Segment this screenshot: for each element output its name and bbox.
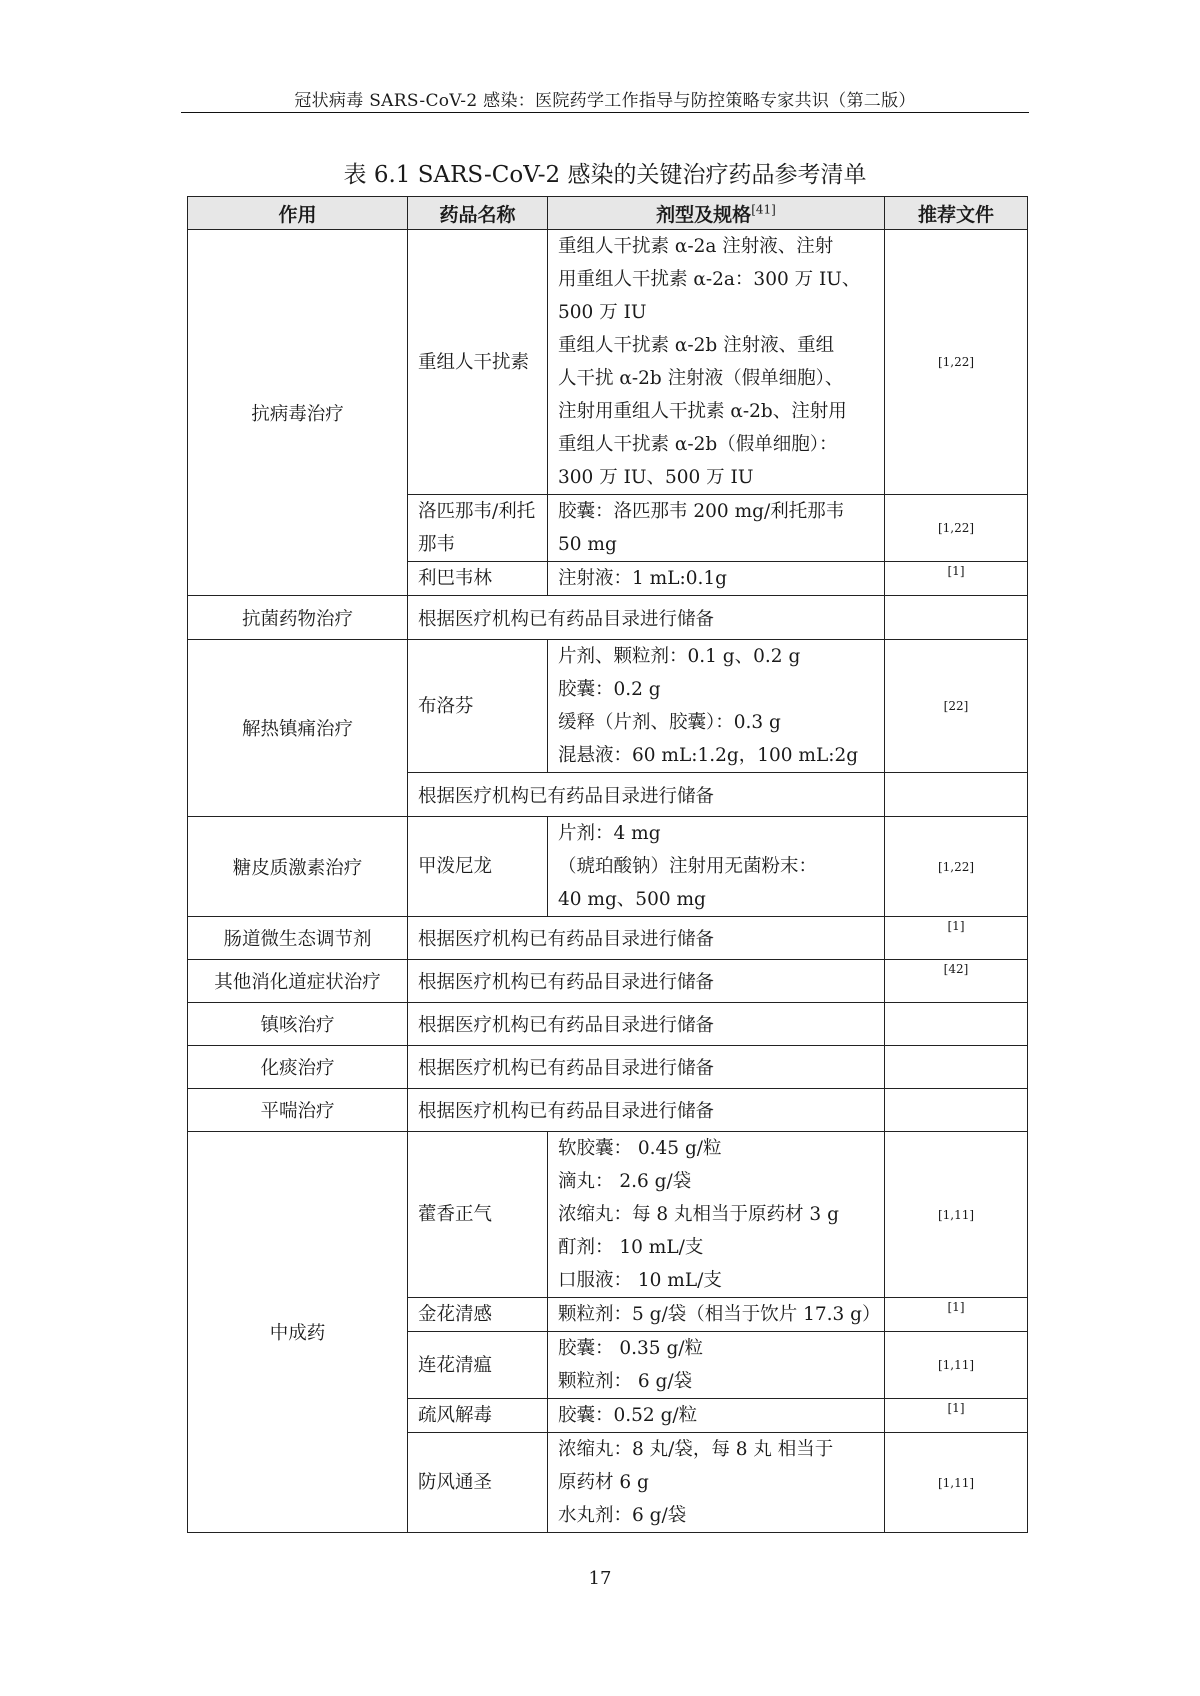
drug-name-cell: 重组人干扰素: [408, 230, 548, 495]
ref-cell: [1,11]: [885, 1332, 1028, 1399]
spec-line: 片剂：4 mg: [558, 823, 661, 844]
ref-cell: [1]: [885, 917, 1028, 960]
spec-line: 注射用重组人干扰素 α-2b、注射用: [558, 401, 847, 422]
ref-cell: [885, 596, 1028, 640]
table-row: [188, 1089, 1028, 1132]
drug-reference-table: [187, 196, 1028, 1533]
ref-cell: [22]: [885, 640, 1028, 773]
table-row: [188, 640, 1028, 773]
spec-line: 水丸剂：6 g/袋: [558, 1505, 687, 1526]
running-header: 冠状病毒 SARS-CoV-2 感染：医院药学工作指导与防控策略专家共识（第二版）: [294, 91, 916, 111]
spec-line: 颗粒剂：5 g/袋（相当于饮片 17.3 g）: [558, 1304, 881, 1325]
ref-cell: [885, 1003, 1028, 1046]
spec-line: 300 万 IU、500 万 IU: [558, 467, 754, 488]
role-cell: 抗病毒治疗: [188, 230, 408, 596]
drug-name-cell: 连花清瘟: [408, 1332, 548, 1399]
table-row: [188, 1132, 1028, 1298]
spec-line: 片剂、颗粒剂：0.1 g、0.2 g: [558, 646, 801, 667]
spec-line: 胶囊： 0.35 g/粒: [558, 1338, 704, 1359]
spec-cell: [548, 562, 885, 596]
column-header-spec-citation: [41]: [751, 202, 776, 217]
role-cell: 化痰治疗: [188, 1046, 408, 1089]
spec-line: 浓缩丸：8 丸/袋，每 8 丸 相当于: [558, 1439, 834, 1460]
table-row: [188, 230, 1028, 495]
ref-cell: [1]: [885, 1298, 1028, 1332]
drug-name-cell: 利巴韦林: [408, 562, 548, 596]
spec-cell: [548, 1298, 885, 1332]
table-caption: 表 6.1 SARS-CoV-2 感染的关键治疗药品参考清单: [343, 162, 867, 188]
ref-cell: [885, 773, 1028, 817]
role-cell: 中成药: [188, 1132, 408, 1533]
ref-cell: [1]: [885, 562, 1028, 596]
role-cell: 平喘治疗: [188, 1089, 408, 1132]
spec-cell: [548, 1433, 885, 1533]
spec-cell: [548, 495, 885, 562]
spec-line: 50 mg: [558, 534, 617, 555]
stock-note-cell: 根据医疗机构已有药品目录进行储备: [408, 1089, 885, 1132]
stock-note-cell: 根据医疗机构已有药品目录进行储备: [408, 773, 885, 817]
spec-line: 混悬液：60 mL:1.2g，100 mL:2g: [558, 745, 859, 766]
role-cell: 肠道微生态调节剂: [188, 917, 408, 960]
spec-line: 胶囊：0.52 g/粒: [558, 1405, 698, 1426]
spec-line: 用重组人干扰素 α-2a：300 万 IU、: [558, 269, 861, 290]
table-row: [188, 960, 1028, 1003]
drug-name-cell: 洛匹那韦/利托那韦: [408, 495, 548, 562]
header-rule: [181, 112, 1029, 113]
table-row: [188, 1046, 1028, 1089]
spec-line: 口服液： 10 mL/支: [558, 1270, 722, 1291]
ref-cell: [885, 1046, 1028, 1089]
drug-name-cell: 疏风解毒: [408, 1399, 548, 1433]
ref-cell: [885, 1089, 1028, 1132]
stock-note-cell: 根据医疗机构已有药品目录进行储备: [408, 1003, 885, 1046]
drug-name-cell: 藿香正气: [408, 1132, 548, 1298]
table-row: [188, 917, 1028, 960]
ref-cell: [42]: [885, 960, 1028, 1003]
column-header-spec-label: 剂型及规格: [656, 203, 752, 226]
spec-line: 软胶囊： 0.45 g/粒: [558, 1138, 722, 1159]
stock-note-cell: 根据医疗机构已有药品目录进行储备: [408, 917, 885, 960]
spec-line: 重组人干扰素 α-2b 注射液、重组: [558, 335, 835, 356]
drug-name-cell: 布洛芬: [408, 640, 548, 773]
ref-cell: [1,22]: [885, 495, 1028, 562]
spec-cell: [548, 1399, 885, 1433]
spec-line: 40 mg、500 mg: [558, 889, 706, 910]
spec-line: 酊剂： 10 mL/支: [558, 1237, 704, 1258]
stock-note-cell: 根据医疗机构已有药品目录进行储备: [408, 1046, 885, 1089]
spec-line: 500 万 IU: [558, 302, 647, 323]
ref-cell: [1,11]: [885, 1132, 1028, 1298]
column-header-spec: [548, 197, 885, 230]
spec-line: 重组人干扰素 α-2b（假单细胞）：: [558, 434, 838, 455]
role-cell: 其他消化道症状治疗: [188, 960, 408, 1003]
spec-line: 缓释（片剂、胶囊）：0.3 g: [558, 712, 781, 733]
drug-name-cell: 金花清感: [408, 1298, 548, 1332]
ref-cell: [1,22]: [885, 817, 1028, 917]
ref-cell: [1,11]: [885, 1433, 1028, 1533]
role-cell: 镇咳治疗: [188, 1003, 408, 1046]
spec-line: 颗粒剂： 6 g/袋: [558, 1371, 693, 1392]
role-cell: 抗菌药物治疗: [188, 596, 408, 640]
drug-name-cell: 防风通圣: [408, 1433, 548, 1533]
stock-note-cell: 根据医疗机构已有药品目录进行储备: [408, 960, 885, 1003]
page-number: 17: [588, 1568, 612, 1589]
table-row: [188, 596, 1028, 640]
spec-line: 人干扰 α-2b 注射液（假单细胞）、: [558, 368, 844, 389]
spec-cell: [548, 640, 885, 773]
spec-line: （琥珀酸钠）注射用无菌粉末：: [558, 856, 818, 877]
spec-cell: [548, 1132, 885, 1298]
spec-cell: [548, 1332, 885, 1399]
spec-line: 注射液：1 mL:0.1g: [558, 568, 727, 589]
column-header-role: 作用: [188, 197, 408, 230]
ref-cell: [1,22]: [885, 230, 1028, 495]
spec-line: 浓缩丸：每 8 丸相当于原药材 3 g: [558, 1204, 839, 1225]
spec-line: 胶囊：洛匹那韦 200 mg/利托那韦: [558, 501, 845, 522]
spec-line: 原药材 6 g: [558, 1472, 649, 1493]
role-cell: 解热镇痛治疗: [188, 640, 408, 817]
table-row: [188, 817, 1028, 917]
role-cell: 糖皮质激素治疗: [188, 817, 408, 917]
ref-cell: [1]: [885, 1399, 1028, 1433]
stock-note-cell: 根据医疗机构已有药品目录进行储备: [408, 596, 885, 640]
drug-name-cell: 甲泼尼龙: [408, 817, 548, 917]
table-header-row: [188, 197, 1028, 230]
spec-line: 胶囊：0.2 g: [558, 679, 661, 700]
table-row: [188, 1003, 1028, 1046]
spec-cell: [548, 817, 885, 917]
spec-line: 滴丸： 2.6 g/袋: [558, 1171, 692, 1192]
column-header-name: 药品名称: [408, 197, 548, 230]
spec-cell: [548, 230, 885, 495]
spec-line: 重组人干扰素 α-2a 注射液、注射: [558, 236, 834, 257]
column-header-ref: 推荐文件: [885, 197, 1028, 230]
